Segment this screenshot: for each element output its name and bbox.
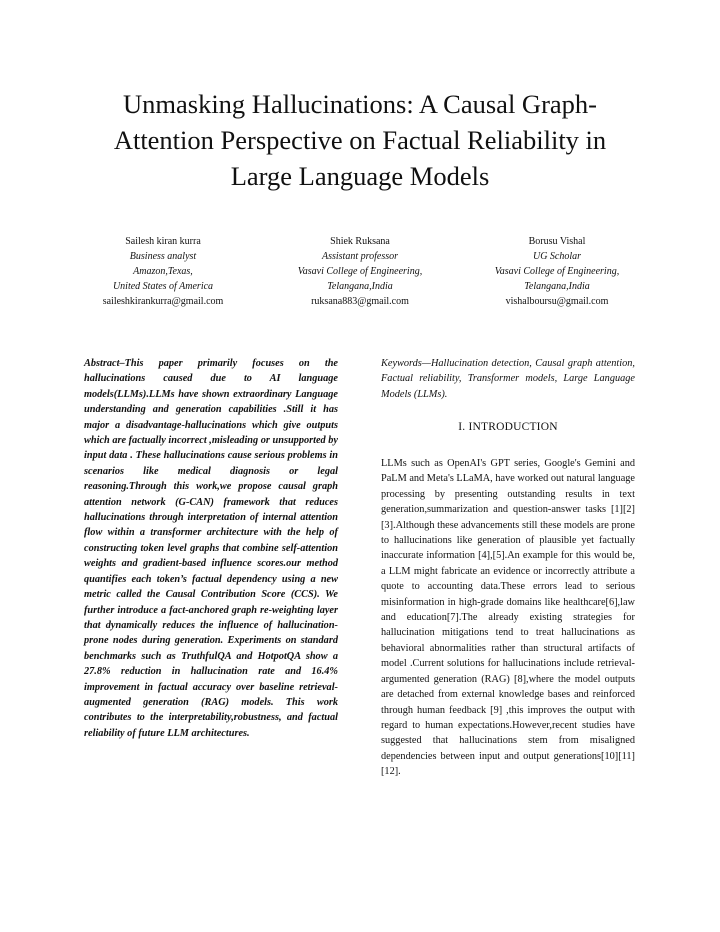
author-email: saileshkirankurra@gmail.com — [102, 296, 224, 307]
author-role: Assistant professor — [321, 251, 399, 262]
abstract: Abstract–This paper primarily focuses on the hallucinations caused due to AI language models(LLMs).LLMs have shown extraordinary Language understanding and generation capabilities .Still it has major a disadvantage-hallucinations which give outputs which are factually incorrect ,misleading or unsupported by input data . These hallucinations cause serious problems in scenarios like medical diagnosis or legal reasoning.Through this work,we propose causal graph attention network (G-CAN) framework that reduces hallucinations through interpretation of internal attention flow within a transformer architecture with the help of constructing token level graphs that combine self-attention weights and gradient-based influence scores.our method quantifies each token’s factual dependency using a new metric called the Causal Contribution Score (CCS). We further introduce a fact-anchored graph re-weighting layer that dynamically reduces the influence of hallucination-prone nodes during generation. Experiments on standard benchmarks such as TruthfulQA and HotpotQA show a 27.8% reduction in hallucination rate and 16.4% improvement in factual accuracy over baseline retrieval-augmented generation (RAG) models. This work contributes to the interpretability,robustness, and factual reliability of future LLM architectures. — [84, 358, 339, 739]
author-role: UG Scholar — [532, 251, 582, 262]
section-heading-introduction: I. INTRODUCTION — [458, 421, 558, 433]
paper-title: Unmasking Hallucinations: A Causal Graph-Attention Perspective on Factual Reliability in Large Language Models — [113, 89, 607, 191]
author-name: Shiek Ruksana — [330, 236, 390, 247]
author-email: ruksana883@gmail.com — [311, 296, 409, 307]
author-location: United States of America — [112, 281, 214, 292]
author-block-2 — [260, 234, 460, 309]
author-role: Business analyst — [129, 251, 197, 262]
keywords: Keywords—Hallucination detection, Causal graph attention, Factual reliability, Transformer models, Large Language Models (LLMs). — [381, 358, 635, 400]
author-block-3 — [457, 234, 657, 309]
introduction-paragraph: LLMs such as OpenAI's GPT series, Google's Gemini and PaLM and Meta's LLaMA, have worked out natural language processing by presenting outstanding results in text generation,summarization and question-answer tasks [1][2][3].Although these advancements still these models are prone to hallucinations like generation of plausible yet factually inaccurate information [4],[5].An example for this would be, a LLM might fabricate an evidence or incorrectly attribute a quote to accounting data.These errors lead to serious misinformation in high-grade domains like healthcare[6],law and education[7].The already existing strategies for hallucination mitigations tend to treat hallucinations as behavioral abnormalities rather than structural artifacts of model .Current solutions for hallucinations include retrieval-argumented generation (RAG) [8],where the model outputs are detached from external knowledge bases and reinforced through human feedback [9] ,this improves the output with regard to human expectations.However,recent studies have suggested that hallucinations stem from misaligned dependencies between input and output generations[10][11][12]. — [381, 458, 635, 778]
author-affiliation: Amazon,Texas, — [133, 266, 193, 277]
author-affiliation: Vasavi College of Engineering, — [297, 266, 423, 277]
author-name: Sailesh kiran kurra — [125, 236, 201, 247]
author-location: Telangana,India — [524, 281, 590, 292]
author-location: Telangana,India — [327, 281, 393, 292]
author-block-1 — [63, 234, 263, 309]
author-name: Borusu Vishal — [528, 236, 586, 247]
author-email: vishalboursu@gmail.com — [505, 296, 609, 307]
author-affiliation: Vasavi College of Engineering, — [494, 266, 620, 277]
